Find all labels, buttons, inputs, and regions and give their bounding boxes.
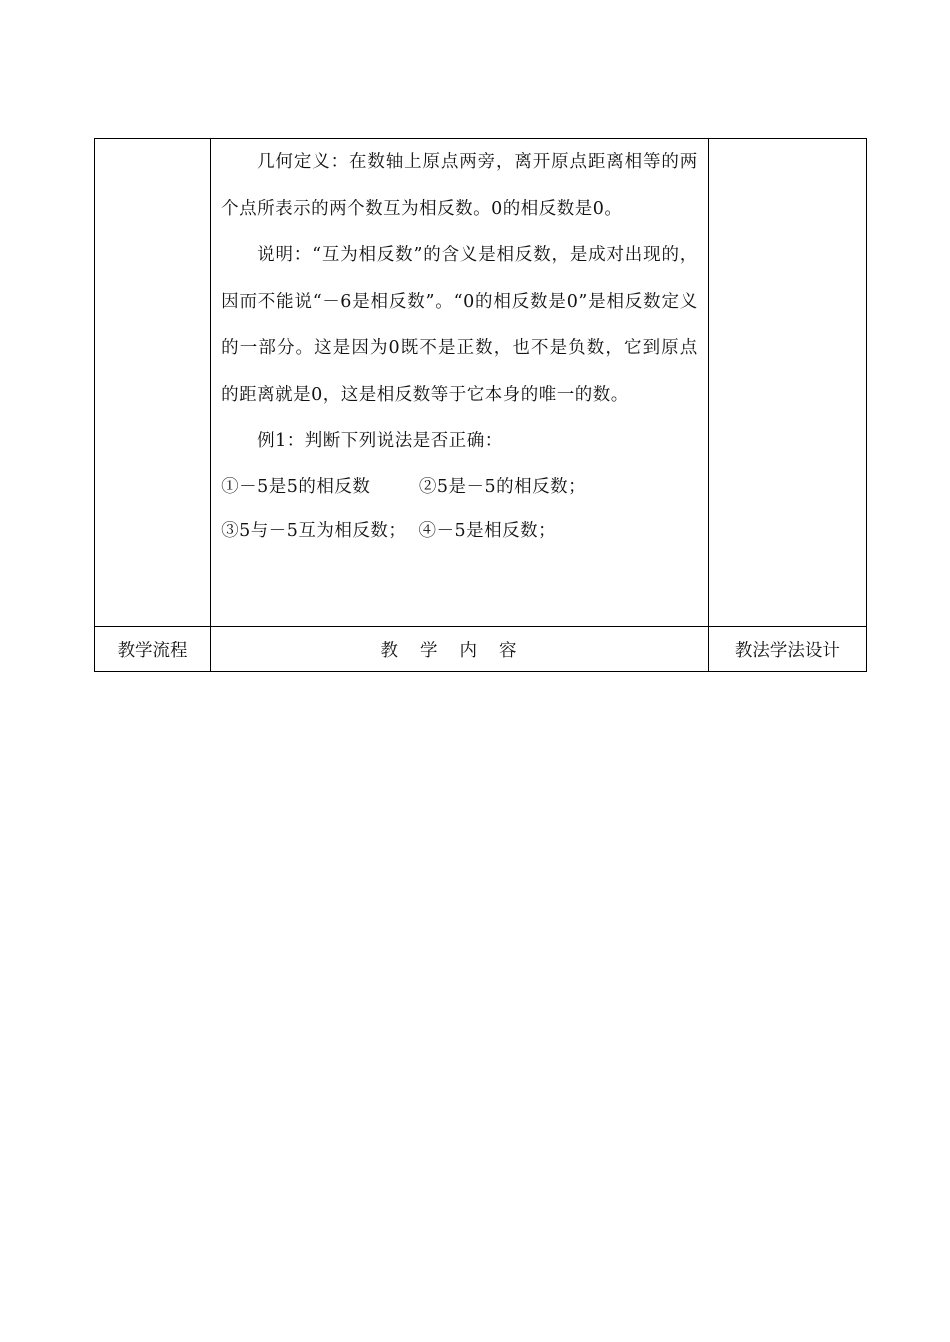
lesson-table xyxy=(94,138,867,672)
explanation-paragraph: 说明：“互为相反数”的含义是相反数，是成对出现的，因而不能说“－6是相反数”。“0的相反数是0”是相反数定义的一部分。这是因为0既不是正数，也不是负数，它到原点的距离就是0，这是相反数等于它本身的唯一的数。 xyxy=(221,245,698,405)
left-empty-cell xyxy=(95,139,211,627)
content-row xyxy=(95,139,867,627)
example-title: 例1：判断下列说法是否正确： xyxy=(257,431,503,451)
header-teaching-process: 教学流程 xyxy=(95,627,211,672)
right-empty-cell xyxy=(708,139,866,627)
header-teaching-method: 教法学法设计 xyxy=(708,627,866,672)
example-statements-1: ①－5是5的相反数 ②5是－5的相反数； xyxy=(221,476,587,497)
example-statements-2: ③5与－5互为相反数； ④－5是相反数； xyxy=(221,520,557,541)
geometric-definition-paragraph: 几何定义：在数轴上原点两旁，离开原点距离相等的两个点所表示的两个数互为相反数。0的相反数是0。 xyxy=(221,152,698,219)
content-cell xyxy=(211,139,709,627)
header-row xyxy=(95,627,867,672)
header-teaching-content xyxy=(211,627,709,672)
header-teaching-content-label: 教学内容 xyxy=(380,640,539,661)
